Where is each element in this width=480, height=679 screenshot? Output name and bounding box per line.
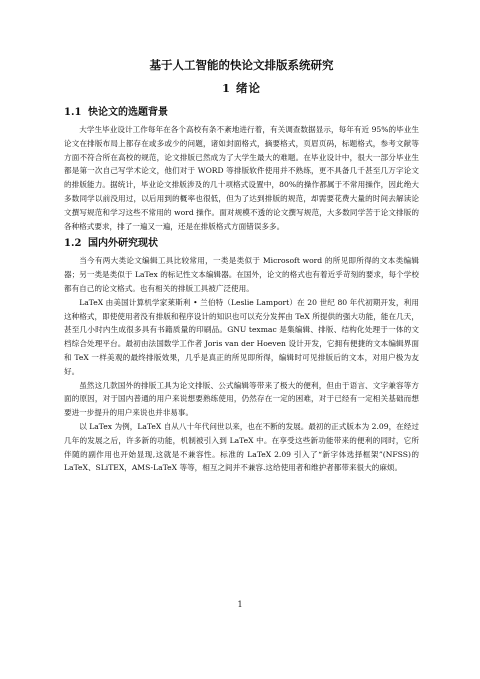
paragraph: 以 LaTex 为例，LaTeX 自从八十年代问世以来，也在不断的发展。最初的正式版本为 2.09，在经过几年的发展之后，许多新的功能，机制被引入到 LaTeX 中。在享受这些新功能带来的便利的同时，它所伴随的副作用也开始显现,这就是不兼容性。标准的 LaTeX 2.09 引入了“新字体选择框架”(NFSS)的 LaTeX、SLiTEX，AMS-LaTeX 等等，相互之间并不兼容.这给使用者和维护者都带来很大的麻烦。 <box>64 421 419 473</box>
section-title: 国内外研究现状 <box>88 238 158 250</box>
paragraph: LaTeX 由美国计算机学家莱斯利 • 兰伯特（Leslie Lamport）在 20 世纪 80 年代初期开发，利用这种格式，即使使用者没有排版和程序设计的知识也可以充分发挥由 TeX 所提供的强大功能，能在几天，甚至几小时内生成很多具有书籍质量的印刷品。GNU texmac 是集编辑、排版、结构化处理于一体的文档综合处理平台。最初由法国数学工作者 Joris van der Hoeven 设计开发，它拥有便捷的文本编辑界面和 TeX 一样美观的最终排版效果，几乎是真正的所见即所得，编辑时可见排版后的文本，对用户极为友好。 <box>64 297 419 376</box>
section-number: 1.1 <box>64 107 82 118</box>
chapter-heading: 1 绪论 <box>221 81 261 95</box>
section-title: 快论文的选题背景 <box>88 107 168 118</box>
paragraph: 虽然这几款国外的排版工具为论文排版、公式编辑等带来了极大的便利，但由于语言、文字兼容等方面的原因，对于国内普通的用户来说想要熟练使用，仍然存在一定的困难，对于已经有一定相关基础而想要进一步提升的用户来说也并非易事。 <box>64 380 419 418</box>
paragraph: 当今有两大类论文编辑工具比较常用，一类是类似于 Microsoft word 的所见即所得的文本类编辑器；另一类是类似于 LaTex 的标记性文本编辑器。在国外，论文的格式也有着近乎苛刻的要求，每个学校都有自己的论文格式。也有相关的排版工具被广泛使用。 <box>64 256 419 293</box>
document-title: 基于人工智能的快论文排版系统研究 <box>149 58 334 72</box>
section-heading-1-1 <box>64 106 419 120</box>
page-content <box>64 58 419 475</box>
section-number: 1.2 <box>64 238 82 250</box>
page-number: 1 <box>237 600 243 609</box>
paragraph: 大学生毕业设计工作每年在各个高校有条不紊地进行着，有关调查数据显示，每年有近 95%的毕业生论文在排版布局上都存在或多或少的问题，诸如封面格式，摘要格式，页眉页码，标题格式，参考文献等方面不符合所在高校的规范，论文排版已然成为了大学生最大的难题。在毕业设计中，很大一部分毕业生都是第一次自己写学术论文，他们对于 WORD 等排版软件使用并不熟练，更不具备几千甚至几万字论文的排版能力。据统计，毕业论文排版涉及的几十项格式设置中，80%的操作都属于不常用操作，因此绝大多数同学以前没用过，以后用到的概率也很低，但为了达到排版的规范，却需要花费大量的时间去解读论文撰写规范和学习这些不常用的 word 操作。面对规模不透的论文撰写规范，大多数同学苦于论文排版的各种格式要求，排了一遍又一遍，还是在排版格式方面错误多多。 <box>64 125 419 231</box>
section-heading-1-2 <box>64 237 419 251</box>
